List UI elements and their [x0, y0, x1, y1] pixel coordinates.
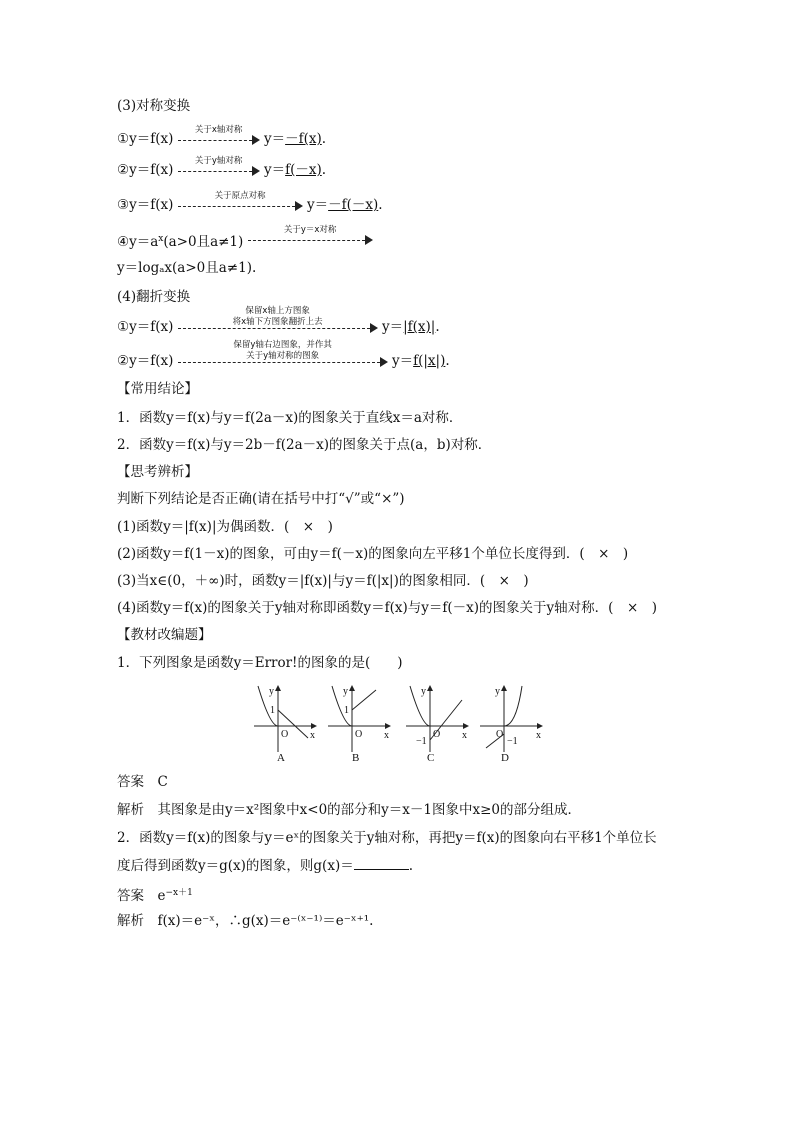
symmetry-rule-4: $④y=a^x(a>0$且a≠1) 关于y＝x对称 [117, 230, 373, 251]
problem-2-line-2: 度后得到函数y＝g(x)的图象，则g(x)＝ . [117, 858, 414, 874]
graph-a [254, 686, 316, 752]
dashed-arrow-icon: 保留x轴上方图象 将x轴下方图象翻折上去 [178, 318, 378, 336]
thinking-q2: (2)函数y＝f(1－x)的图象，可由y＝f(－x)的图象向左平移1个单位长度得到．( × ) [117, 546, 629, 562]
svg-text:1: 1 [344, 705, 349, 716]
function-graphs-figure [250, 682, 550, 754]
problem-2-line-1: 2．函数y＝f(x)的图象与y＝eˣ的图象关于y轴对称，再把y＝f(x)的图象向右平移1个单位长 [117, 830, 657, 846]
svg-text:O: O [355, 729, 363, 740]
answer-2: 答案 $e^{-x+1}$ [117, 888, 193, 904]
graph-label-b: B [352, 752, 360, 764]
answer-1: 答案 C [117, 774, 168, 790]
explanation-1: 解析 其图象是由y＝x²图象中x<0的部分和y＝x－1图象中x≥0的部分组成． [117, 802, 582, 818]
flip-rule-1: ①y＝f(x) 保留x轴上方图象 将x轴下方图象翻折上去 y＝|f(x)|. [117, 306, 440, 335]
svg-text:O: O [496, 729, 504, 740]
dashed-arrow-icon: 关于y轴对称 [178, 161, 260, 179]
svg-text:y: y [269, 686, 274, 697]
symmetry-rule-2: ②y＝f(x) 关于y轴对称 y＝f(－x). [117, 156, 327, 178]
dashed-arrow-icon: 关于y＝x对称 [248, 230, 373, 248]
section-title-flip: (4)翻折变换 [117, 289, 191, 305]
problem-1: 1．下列图象是函数y＝Error!的图象的是( ) [117, 655, 403, 671]
section-title-symmetry: (3)对称变换 [117, 98, 191, 114]
svg-text:O: O [281, 729, 289, 740]
thinking-q4: (4)函数y＝f(x)的图象关于y轴对称即函数y＝f(x)与y＝f(－x)的图象关于y轴对称．( × ) [117, 600, 658, 616]
svg-text:O: O [433, 729, 441, 740]
textbook-heading: 【教材改编题】 [117, 627, 212, 643]
svg-text:x: x [462, 730, 467, 741]
symmetry-rule-4-result: y＝logₐx(a>0且a≠1). [117, 260, 257, 276]
graph-label-a: A [277, 752, 285, 764]
svg-text:x: x [384, 730, 389, 741]
svg-text:x: x [310, 730, 315, 741]
svg-text:1: 1 [270, 705, 275, 716]
symmetry-rule-3: ③y＝f(x) 关于原点对称 y＝－f(－x). [117, 191, 383, 213]
thinking-q1: (1)函数y＝|f(x)|为偶函数．( × ) [117, 519, 333, 535]
svg-text:−1: −1 [416, 736, 427, 747]
conclusion-2: 2．函数y＝f(x)与y＝2b－f(2a－x)的图象关于点(a，b)对称． [117, 437, 492, 453]
answer-blank [354, 857, 409, 870]
thinking-heading: 【思考辨析】 [117, 464, 198, 480]
explanation-2: 解析 f(x)＝e⁻ˣ，∴g(x)＝e⁻⁽ˣ⁻¹⁾＝e⁻ˣ⁺¹. [117, 913, 374, 929]
thinking-intro: 判断下列结论是否正确(请在括号中打“√”或“×”) [117, 491, 405, 507]
thinking-q3: (3)当x∈(0，＋∞)时，函数y＝|f(x)|与y＝f(|x|)的图象相同．( × ) [117, 573, 529, 589]
symmetry-rule-1: ①y＝f(x) 关于x轴对称 y＝－f(x). [117, 125, 327, 147]
svg-text:−1: −1 [507, 736, 518, 747]
svg-text:y: y [495, 686, 500, 697]
dashed-arrow-icon: 关于原点对称 [178, 196, 303, 214]
graph-label-d: D [501, 752, 509, 764]
conclusion-1: 1．函数y＝f(x)与y＝f(2a－x)的图象关于直线x＝a对称． [117, 410, 463, 426]
dashed-arrow-icon: 保留y轴右边图象，并作其 关于y轴对称的图象 [178, 352, 388, 370]
conclusions-heading: 【常用结论】 [117, 381, 198, 397]
svg-text:y: y [343, 686, 348, 697]
svg-text:y: y [421, 686, 426, 697]
flip-rule-2: ②y＝f(x) 保留y轴右边图象，并作其 关于y轴对称的图象 y＝f(|x|). [117, 340, 450, 369]
svg-text:x: x [536, 730, 541, 741]
graph-label-c: C [427, 752, 435, 764]
graph-b [328, 686, 390, 752]
dashed-arrow-icon: 关于x轴对称 [178, 130, 260, 148]
